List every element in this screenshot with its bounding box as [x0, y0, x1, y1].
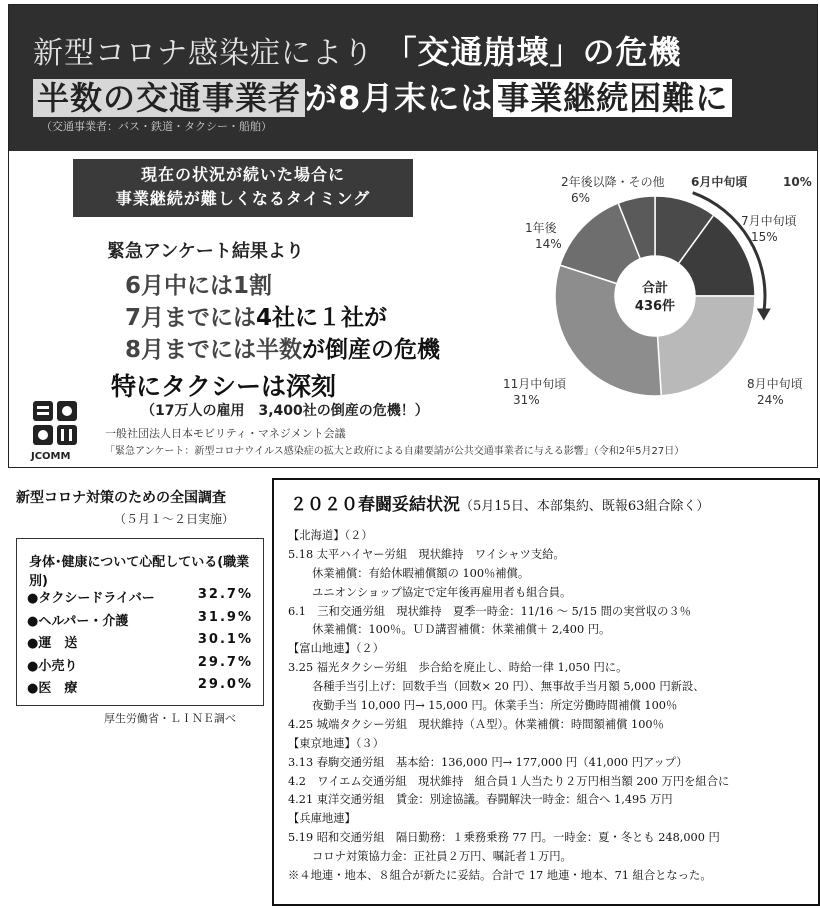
- survey-line-2: [125, 299, 387, 332]
- document-line: ユニオンショップ協定で定年後再雇用者も組合員。: [312, 585, 572, 599]
- donut-slice-value: 14%: [535, 237, 562, 251]
- donut-center-total: 436件: [634, 299, 676, 314]
- document-line: 夜勤手当 10,000 円→ 15,000 円。休業手当：所定労働時間補償 100％: [312, 699, 678, 713]
- headline-1-plain: 新型コロナ感染症により: [33, 36, 374, 71]
- survey-line-3: [125, 331, 440, 364]
- header-note: （交通事業者：バス・鉄道・タクシー・船舶）: [41, 120, 272, 133]
- document-line: 4.21 東洋交通労組 賃金：別途協議。春闘解決一時金：組合へ 1,495 万円: [288, 793, 673, 807]
- donut-slice-value: 15%: [751, 230, 778, 244]
- donut-chart: [503, 170, 819, 460]
- survey-line-2-a: 7月までには: [125, 305, 257, 331]
- timing-box-line-1: 現在の状況が続いた場合に: [140, 165, 345, 184]
- arrow-head-icon: [757, 308, 771, 320]
- document-line: 6.1 三和交通労組 現状維持 夏季一時金：11/16 ～ 5/15 間の実営収の３％: [288, 604, 691, 618]
- shunto-body: [288, 527, 814, 886]
- jcomm-logo-icon: [31, 399, 81, 457]
- region-heading: 【兵庫地連】: [288, 812, 356, 826]
- region-heading: 【北海道】（２）: [288, 529, 373, 542]
- survey-line-1: 6月中には1割: [125, 273, 273, 299]
- donut-slice-value: 10%: [783, 175, 812, 189]
- donut-slice-label: 11月中旬頃: [503, 377, 567, 391]
- health-concern-value: 29.0%: [197, 677, 253, 692]
- health-concern-source: 厚生労働省・ＬＩＮＥ調べ: [104, 712, 236, 725]
- document-line: 休業補償：有給休暇補償額の 100％補償。: [312, 566, 530, 580]
- headline-1-emphasis: 「交通崩壊」の危機: [384, 33, 682, 71]
- survey-line-3-b: 半数: [256, 337, 303, 363]
- survey-line-2-b: 4社に１社が: [256, 305, 388, 331]
- taxi-subline: （17万人の雇用 3,400社の倒産の危機！）: [141, 403, 429, 419]
- national-survey-dates: （５月１～２日実施）: [114, 512, 235, 526]
- donut-slice-label: 6月中旬頃: [691, 175, 748, 189]
- source-line-1: 一般社団法人日本モビリティ・マネジメント会議: [105, 427, 346, 440]
- headline-line-2: [33, 73, 732, 119]
- document-line: ※４地連・地本、８組合が新たに妥結。合計で 17 地連・地本、71 組合となった。: [288, 869, 712, 883]
- health-concern-value: 31.9%: [197, 609, 253, 625]
- donut-slice-value: 6%: [571, 191, 591, 205]
- health-concern-value: 30.1%: [197, 632, 253, 647]
- health-concern-occupation: ●医 療: [27, 681, 78, 696]
- document-line: 3.13 春駒交通労組 基本給：136,000 円→ 177,000 円（41,000 円アップ）: [288, 755, 688, 769]
- donut-slice-value: 24%: [757, 393, 784, 407]
- document-line: 3.25 福光タクシー労組 歩合給を廃止し、時給一律 1,050 円に。: [288, 661, 628, 675]
- donut-slice-label: 8月中旬頃: [747, 377, 803, 391]
- donut-slice-value: 31%: [513, 393, 540, 407]
- health-concern-title: 身体･健康について心配している(職業別): [29, 555, 250, 589]
- document-line: コロナ対策協力金：正社員２万円、嘱託者１万円。: [312, 850, 572, 864]
- region-heading: 【東京地連】（３）: [288, 736, 385, 750]
- donut-center-label: 合計: [641, 281, 669, 296]
- timing-box-line-2: 事業継続が難しくなるタイミング: [115, 189, 371, 208]
- document-line: 休業補償：100％。ＵＤ講習補償：休業補償＋ 2,400 円。: [312, 623, 611, 637]
- survey-line-3-c: が倒産の危機: [302, 337, 441, 363]
- jcomm-logo-text: JCOMM: [31, 451, 71, 462]
- health-concern-occupation: ●タクシードライバー: [27, 591, 155, 606]
- headline-2-boxed-end: 事業継続困難に: [493, 79, 732, 117]
- survey-heading: 緊急アンケート結果より: [107, 241, 304, 262]
- document-line: 4.2 ワイエム交通労組 現状維持 組合員１人当たり２万円相当額 200 万円を組合に: [288, 774, 730, 788]
- infographic-panel: [8, 4, 818, 468]
- shunto-title: [290, 490, 709, 515]
- source-line-2: 「緊急アンケート：新型コロナウイルス感染症の拡大と政府による自粛要請が公共交通事業者に与える影響」（令和2年5月27日）: [105, 446, 685, 457]
- donut-slice-label: 7月中旬頃: [741, 214, 797, 228]
- health-concern-value: 29.7%: [197, 654, 253, 670]
- shunto-status-box: [272, 478, 820, 906]
- timing-box: [73, 159, 413, 217]
- document-line: 4.25 城端タクシー労組 現状維持（Ａ型）。休業補償：時間額補償 100％: [288, 717, 664, 731]
- headline-2-middle: が8月末には: [305, 79, 494, 117]
- survey-line-3-a: 8月までには: [125, 337, 257, 363]
- document-line: 5.19 昭和交通労組 隔日勤務：１乗務乗務 77 円。一時金：夏・冬とも 248,000 円: [288, 831, 720, 845]
- national-survey-title: 新型コロナ対策のための全国調査: [16, 490, 226, 506]
- taxi-headline: 特にタクシーは深刻: [111, 372, 337, 401]
- shunto-title-main: ２０２０春闘妥結状況: [290, 495, 460, 515]
- health-concern-value: 32.7%: [197, 587, 253, 602]
- health-concern-occupation: ●小売り: [27, 658, 78, 674]
- health-concern-box: [16, 538, 264, 706]
- shunto-title-sub: （5月15日、本部集約、既報63組合除く）: [460, 499, 710, 514]
- region-heading: 【富山地連】（２）: [288, 642, 385, 656]
- headline-2-boxed: 半数の交通事業者: [33, 79, 305, 117]
- health-concern-occupation: ●運 送: [27, 636, 78, 651]
- donut-slice-label: 1年後: [525, 221, 557, 235]
- document-line: 5.18 太平ハイヤー労組 現状維持 ワイシャツ支給。: [288, 547, 565, 561]
- donut-slice-label: 2年後以降・その他: [561, 175, 665, 189]
- headline-line-1: [33, 27, 682, 73]
- health-concern-occupation: ●ヘルパー・介護: [27, 613, 129, 629]
- header-band: [9, 5, 817, 151]
- document-line: 各種手当引上げ：回数手当（回数× 20 円）、無事故手当月額 5,000 円新設、: [312, 680, 705, 694]
